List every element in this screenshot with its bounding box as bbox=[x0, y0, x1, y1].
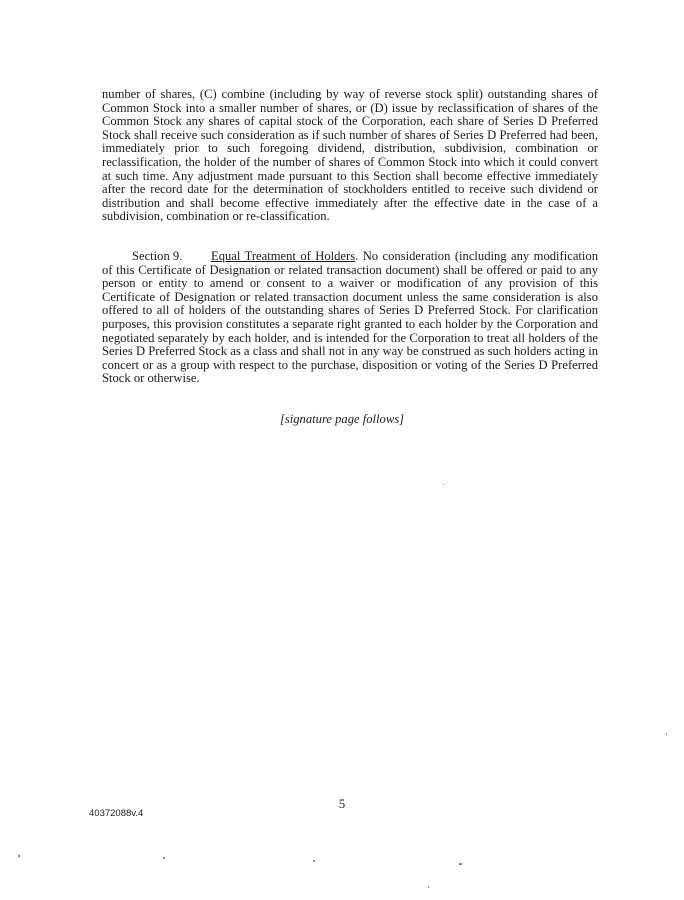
page-number: 5 bbox=[338, 796, 346, 811]
section-body: No consideration (including any modification of this Certificate of Designation or related transaction document) shall be offered or paid to any person or entity to amend or consent to a waiver or modification of any provision of this Certificate of Designation or related transaction document unless the same consideration is also offered to all of holders of the outstanding shares of Series D Preferred Stock. For clarification purposes, this provision constitutes a separate right granted to each holder by the Corporation and negotiated separately by each holder, and is intended for the Corporation to treat all holders of the Series D Preferred Stock as a class and shall not in any way be construed as such holders acting in concert or as a group with respect to the purchase, disposition or voting of the Series D Preferred Stock or otherwise. bbox=[102, 249, 598, 386]
signature-page-note: [signature page follows] bbox=[279, 412, 405, 426]
scan-speck bbox=[459, 863, 462, 865]
continuation-paragraph: number of shares, (C) combine (including by way of reverse stock split) outstanding shares of Common Stock into a smaller number of shares, or (D) issue by reclassification of shares of the Common Stock any shares of capital stock of the Corporation, each share of Series D Preferred Stock shall receive such consideration as if such number of shares of Series D Preferred had been, immediately prior to such foregoing dividend, distribution, subdivision, combination or reclassification, the holder of the number of shares of Common Stock into which it could convert at such time. Any adjustment made pursuant to this Section shall become effective immediately after the record date for the determination of stockholders entitled to receive such dividend or distribution and shall become effective immediately after the effective date in the case of a subdivision, combination or re-classification. bbox=[102, 87, 598, 224]
scan-speck bbox=[18, 855, 20, 857]
section-heading: Equal Treatment of Holders bbox=[211, 249, 356, 263]
section-heading-period: . bbox=[355, 249, 359, 263]
scan-speck bbox=[313, 860, 315, 862]
document-id: 40372088v.4 bbox=[89, 808, 144, 819]
scan-speck bbox=[666, 733, 667, 735]
scan-speck bbox=[163, 857, 165, 859]
section-9-paragraph bbox=[102, 250, 598, 386]
section-number: Section 9. bbox=[132, 249, 183, 263]
scan-speck bbox=[443, 484, 444, 485]
scan-speck bbox=[428, 886, 429, 888]
